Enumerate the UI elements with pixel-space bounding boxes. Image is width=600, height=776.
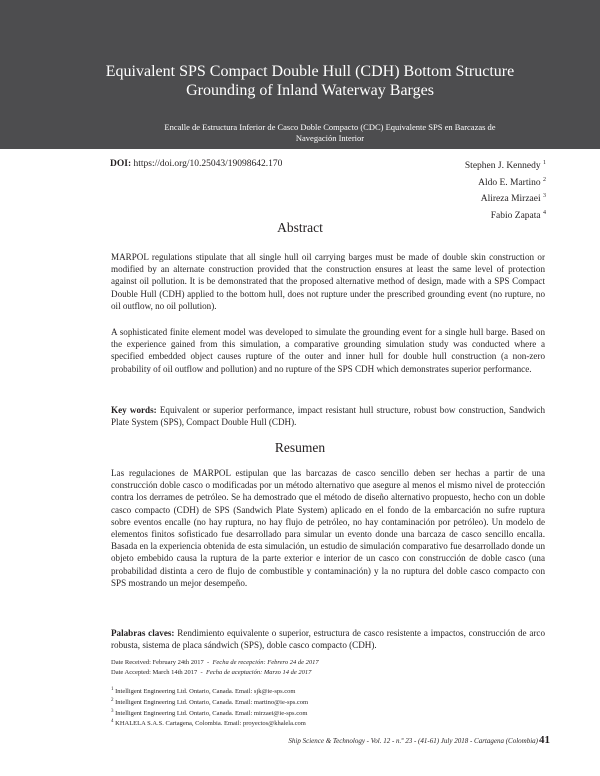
paper-title-line-1: Equivalent SPS Compact Double Hull (CDH) Bottom Structure xyxy=(105,63,515,80)
paper-title xyxy=(40,62,580,100)
abstract-heading: Abstract xyxy=(277,220,323,235)
resumen-keywords xyxy=(111,627,545,651)
author: Fabio Zapata $^4$ xyxy=(490,209,546,222)
page-number: 41 xyxy=(539,734,550,746)
abstract-paragraph-1: MARPOL regulations stipulate that all single hull oil carrying barges must be made of double skin construction or modified by an alternate construction provided that the construction ensures at least the same level of protection against oil pollution. It is be demonstrated that the proposed alternative method of design, made with a SPS Compact Double Hull (CDH) applied to the bottom hull, does not rupture under the prescribed grounding event (no rupture, no oil outflow, no oil pollution). xyxy=(111,252,545,311)
paper-subtitle-line-1: Encalle de Estructura Inferior de Casco Doble Compacto (CDC) Equivalente SPS en Barcazas de xyxy=(164,122,496,132)
palabras-claves-label: Palabras claves: xyxy=(111,628,175,638)
resumen-paragraph: Las regulaciones de MARPOL estipulan que las barcazas de casco sencillo deben ser hechas a partir de una construcción doble casco o modificadas por un método alternativo que asegure al menos el mismo nivel de protección contra los derrames de petróleo. Se ha demostrado que el método de diseño alternativo propuesto, hecho con un doble casco compacto (CDH) de SPS (Sandwich Plate System) aplicado en el fondo de la embarcación no sufre ruptura sobre eventos encalle (no hay ruptura, no hay flujo de petróleo, no hay contaminación por petróleo). Un modelo de elementos finitos sofisticado fue desarrollado para simular un evento donde una barcaza de casco sencillo encalla. Basada en la experiencia obtenida de esta simulación, un estudio de simulación comparativo fue desarrollado donde un objeto embebido causa la ruptura de la parte exterior e interior de un casco con construcción de doble casco (una probabilidad distinta a cero de flujo de combustible y contaminación) y la no ruptura del doble casco compacto con SPS mostrando un mejor desempeño. xyxy=(111,468,545,588)
journal-footer: Ship Science & Technology - Vol. 12 - n.º 23 - (41-61) July 2018 - Cartagena (Colombia) xyxy=(288,737,538,745)
resumen-heading: Resumen xyxy=(274,440,326,455)
keywords-text: Equivalent or superior performance, impact resistant hull structure, robust bow construction, Sandwich Plate System (SPS), Compact Double Hull (CDH). xyxy=(111,405,545,428)
doi-label: DOI: xyxy=(110,159,132,169)
dates-block xyxy=(111,658,319,678)
palabras-claves-text: Rendimiento equivalente o superior, estructura de casco resistente a impactos, construcción de arco robusta, sistema de placa sándwich (SPS), doble casco compacto (CDH). xyxy=(111,628,545,651)
author: Alireza Mirzaei $^3$ xyxy=(480,193,546,205)
affiliations xyxy=(111,686,308,729)
abstract-keywords xyxy=(111,404,545,428)
paper-subtitle xyxy=(100,122,560,144)
author-list xyxy=(465,157,546,224)
author: Aldo E. Martino $^2$ xyxy=(478,176,546,188)
author: Stephen J. Kennedy $^1$ xyxy=(464,160,546,172)
affiliation: $^4$ KHALELA S.A.S. Cartagena, Colombia. Email: proyectos@khalela.com xyxy=(111,719,306,728)
keywords-label: Key words: xyxy=(111,405,157,415)
date-received: Date Received: February 24th 2017 - Fecha de recepción: Febrero 24 de 2017 xyxy=(111,659,319,666)
doi-link[interactable]: https://doi.org/10.25043/19098642.170 xyxy=(133,159,283,169)
affiliation: $^3$ Intelligent Engineering Ltd. Ontario, Canada. Email: mirzaei@ie-sps.com xyxy=(111,708,308,717)
paper-title-line-2: Grounding of Inland Waterway Barges xyxy=(186,82,434,99)
affiliation: $^2$ Intelligent Engineering Ltd. Ontario, Canada. Email: martino@ie-sps.com xyxy=(111,697,309,706)
abstract-paragraph-2: A sophisticated finite element model was developed to simulate the grounding event for a single hull barge. Based on the experience gained from this simulation, a comparative grounding simulation study was conducted where a specified embedded object causes rupture of the outer and inner hull for double hull construction (a non-zero probability of oil outflow and pollution) and no rupture of the SPS CDH which demonstrates superior performance. xyxy=(111,327,545,374)
doi xyxy=(110,159,282,169)
paper-subtitle-line-2: Navegación Interior xyxy=(295,133,365,143)
date-accepted: Date Accepted: March 14th 2017 - Fecha de aceptación: Marzo 14 de 2017 xyxy=(111,669,312,676)
affiliation: $^1$ Intelligent Engineering Ltd. Ontario, Canada. Email: sjk@ie-sps.com xyxy=(111,687,296,696)
